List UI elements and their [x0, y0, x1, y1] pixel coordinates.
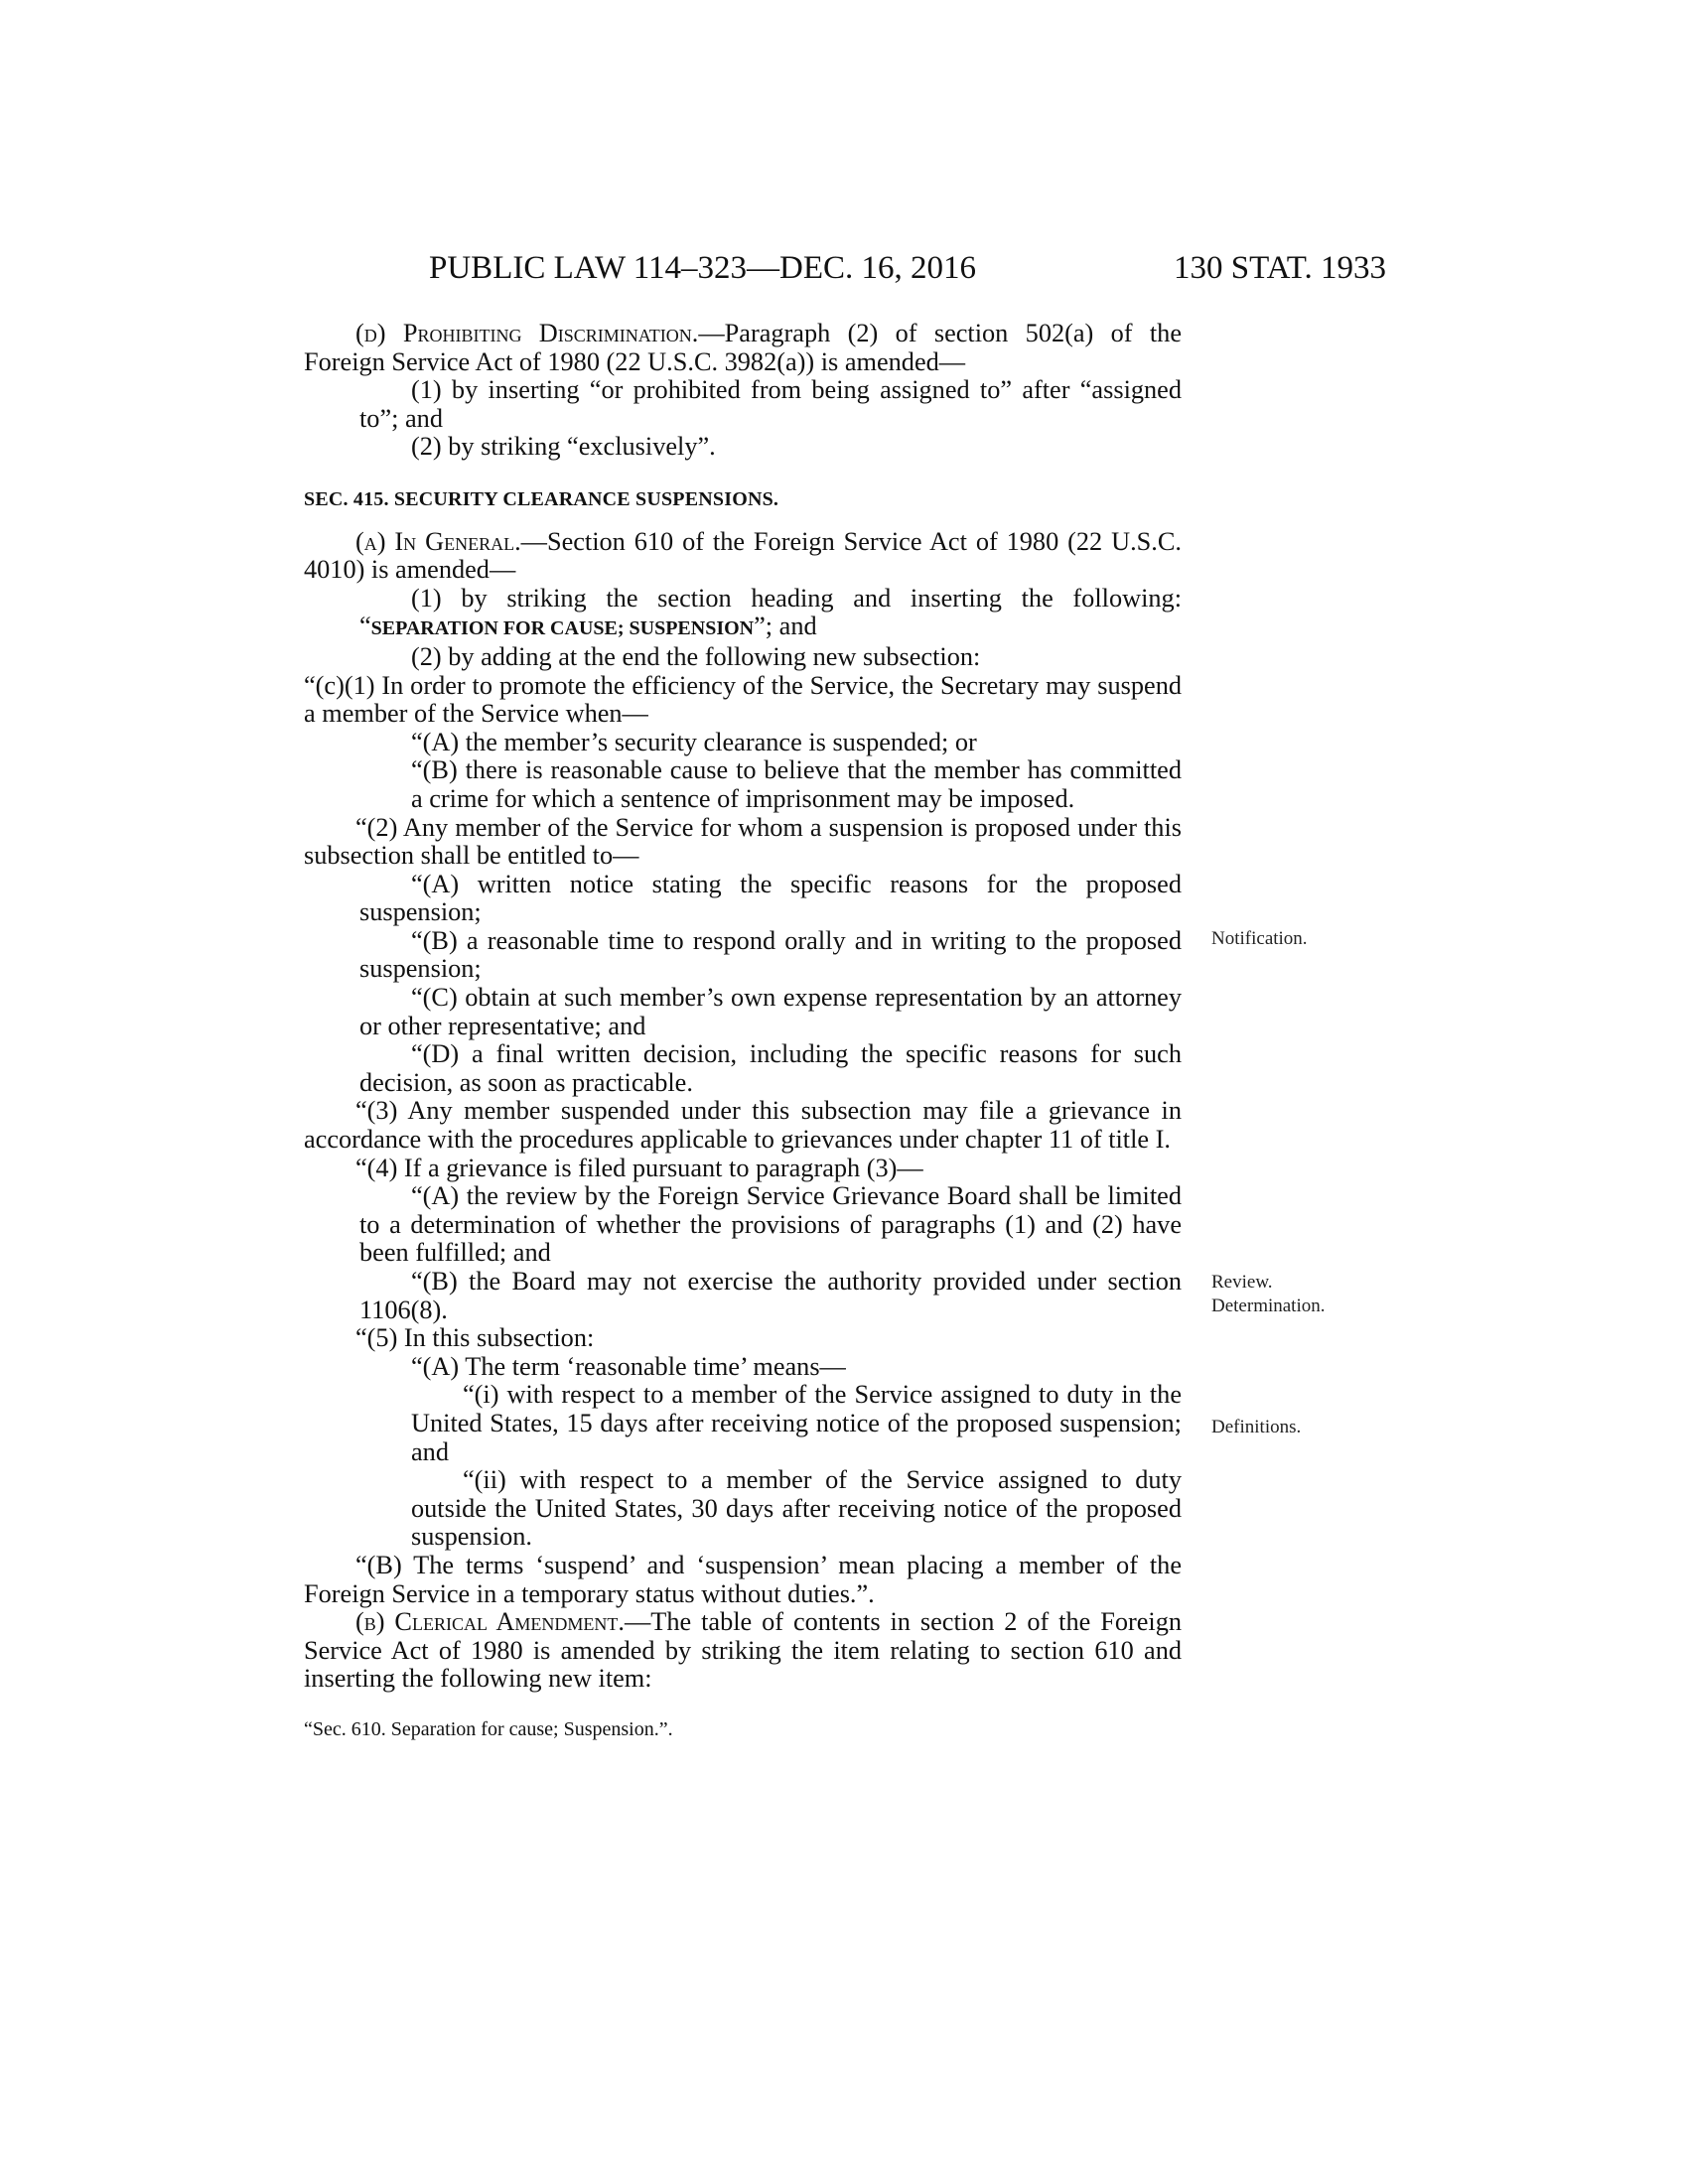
c5-A-i-text: “(i) with respect to a member of the Service assigned to duty in the United States, 15 days after receiving notice of the proposed suspension; and	[411, 1380, 1182, 1466]
section-title: SEC. 415. SECURITY CLEARANCE SUSPENSIONS.	[304, 487, 779, 510]
subsection-d-text: —Paragraph (2) of section 502(a) of the Foreign Service Act of 1980 (22 U.S.C. 3982(a)) is amended—	[304, 319, 1183, 376]
paragraph-c5-A-i	[304, 1381, 1182, 1466]
c4-A-text: “(A) the review by the Foreign Service Grievance Board shall be limited to a determination of whether the provisions of paragraphs (1) and (2) have been fulfilled; and	[359, 1181, 1182, 1268]
paragraph-c1-B	[304, 756, 1182, 813]
subsection-d	[304, 320, 1182, 376]
a2-text: (2) by adding at the end the following new subsection:	[411, 641, 981, 671]
subsection-d-item-2	[304, 433, 1182, 462]
margin-note-determination: Determination.	[1211, 1296, 1326, 1316]
toc-item: “Sec. 610. Separation for cause; Suspension.”.	[304, 1717, 673, 1740]
c4-B-text: “(B) the Board may not exercise the authority provided under section 1106(8).	[359, 1267, 1182, 1324]
paragraph-c5-B	[304, 1552, 1182, 1608]
header-public-law: PUBLIC LAW 114–323—DEC. 16, 2016	[429, 250, 977, 286]
a1-bold-heading: SEPARATION FOR CAUSE; SUSPENSION	[370, 617, 755, 640]
c1-A-text: “(A) the member’s security clearance is suspended; or	[411, 727, 977, 756]
subsection-b	[304, 1608, 1182, 1694]
c2-B-text: “(B) a reasonable time to respond orally and in writing to the proposed suspension;	[359, 925, 1182, 984]
c5-A-ii-text: “(ii) with respect to a member of the Service assigned to duty outside the United States, 30 days after receiving notice of the proposed suspension.	[411, 1465, 1182, 1552]
paragraph-c3	[304, 1097, 1182, 1154]
paragraph-c4	[304, 1155, 1182, 1183]
c5-B-text: “(B) The terms ‘suspend’ and ‘suspension’ mean placing a member of the Foreign Service in a temporary status without duties.”.	[304, 1550, 1182, 1608]
subsection-d-item-1-text: (1) by inserting “or prohibited from being assigned to” after “assigned to”; and	[359, 375, 1182, 433]
subsection-d-heading: (d) Prohibiting Discrimination.	[355, 319, 699, 347]
subsection-d-item-1	[304, 376, 1182, 433]
paragraph-c2-A	[304, 871, 1182, 927]
c2-A-text: “(A) written notice stating the specific reasons for the proposed suspension;	[359, 869, 1182, 927]
margin-note-notification: Notification.	[1211, 928, 1308, 949]
c3-text: “(3) Any member suspended under this subsection may file a grievance in accordance with the procedures applicable to grievances under chapter 11 of title I.	[304, 1096, 1182, 1155]
paragraph-c2-C	[304, 984, 1182, 1040]
page-header	[302, 246, 1386, 290]
paragraph-c2-D	[304, 1040, 1182, 1097]
margin-note-definitions: Definitions.	[1211, 1417, 1302, 1437]
paragraph-c5-A	[304, 1353, 1182, 1382]
c2-D-text: “(D) a final written decision, including the specific reasons for such decision, as soon as practicable.	[359, 1039, 1182, 1097]
paragraph-c1	[304, 672, 1182, 729]
subsection-a	[304, 528, 1182, 585]
header-stat-page: 130 STAT. 1933	[1173, 250, 1386, 286]
c5-A-text: “(A) The term ‘reasonable time’ means—	[411, 1351, 846, 1381]
margin-note-review: Review.	[1211, 1272, 1273, 1293]
paragraph-c1-A	[304, 729, 1182, 757]
subsection-b-heading: (b) Clerical Amendment.	[355, 1607, 625, 1637]
c1-text: “(c)(1) In order to promote the efficiency of the Service, the Secretary may suspend a member of the Service when—	[304, 670, 1182, 729]
subsection-a-text: —Section 610 of the Foreign Service Act of 1980 (22 U.S.C. 4010) is amended—	[304, 526, 1182, 585]
subsection-a-item-1	[304, 585, 1182, 643]
c5-text: “(5) In this subsection:	[355, 1323, 595, 1353]
subsection-d-item-2-text: (2) by striking “exclusively”.	[411, 432, 716, 462]
subsection-b-text: —The table of contents in section 2 of the Foreign Service Act of 1980 is amended by striking the item relating to section 610 and inserting the following new item:	[304, 1607, 1183, 1694]
paragraph-c4-A	[304, 1182, 1182, 1268]
paragraph-c2	[304, 814, 1182, 871]
c4-text: “(4) If a grievance is filed pursuant to paragraph (3)—	[355, 1153, 923, 1182]
subsection-a-item-2	[304, 643, 1182, 672]
c2-text: “(2) Any member of the Service for whom a suspension is proposed under this subsection shall be entitled to—	[304, 812, 1182, 871]
paragraph-c2-B	[304, 927, 1182, 984]
subsection-a-heading: (a) In General.	[355, 526, 521, 556]
c1-B-text: “(B) there is reasonable cause to believe that the member has committed a crime for which a sentence of imprisonment may be imposed.	[411, 755, 1182, 813]
a1-text: (1) by striking the section heading and inserting the following: “	[359, 583, 1182, 641]
paragraph-c4-B	[304, 1268, 1182, 1324]
a1-tail: ”; and	[754, 612, 817, 641]
document-body	[304, 320, 1182, 1764]
c2-C-text: “(C) obtain at such member’s own expense representation by an attorney or other representative; and	[359, 983, 1182, 1040]
paragraph-c5-A-ii	[304, 1466, 1182, 1552]
paragraph-c5	[304, 1324, 1182, 1353]
